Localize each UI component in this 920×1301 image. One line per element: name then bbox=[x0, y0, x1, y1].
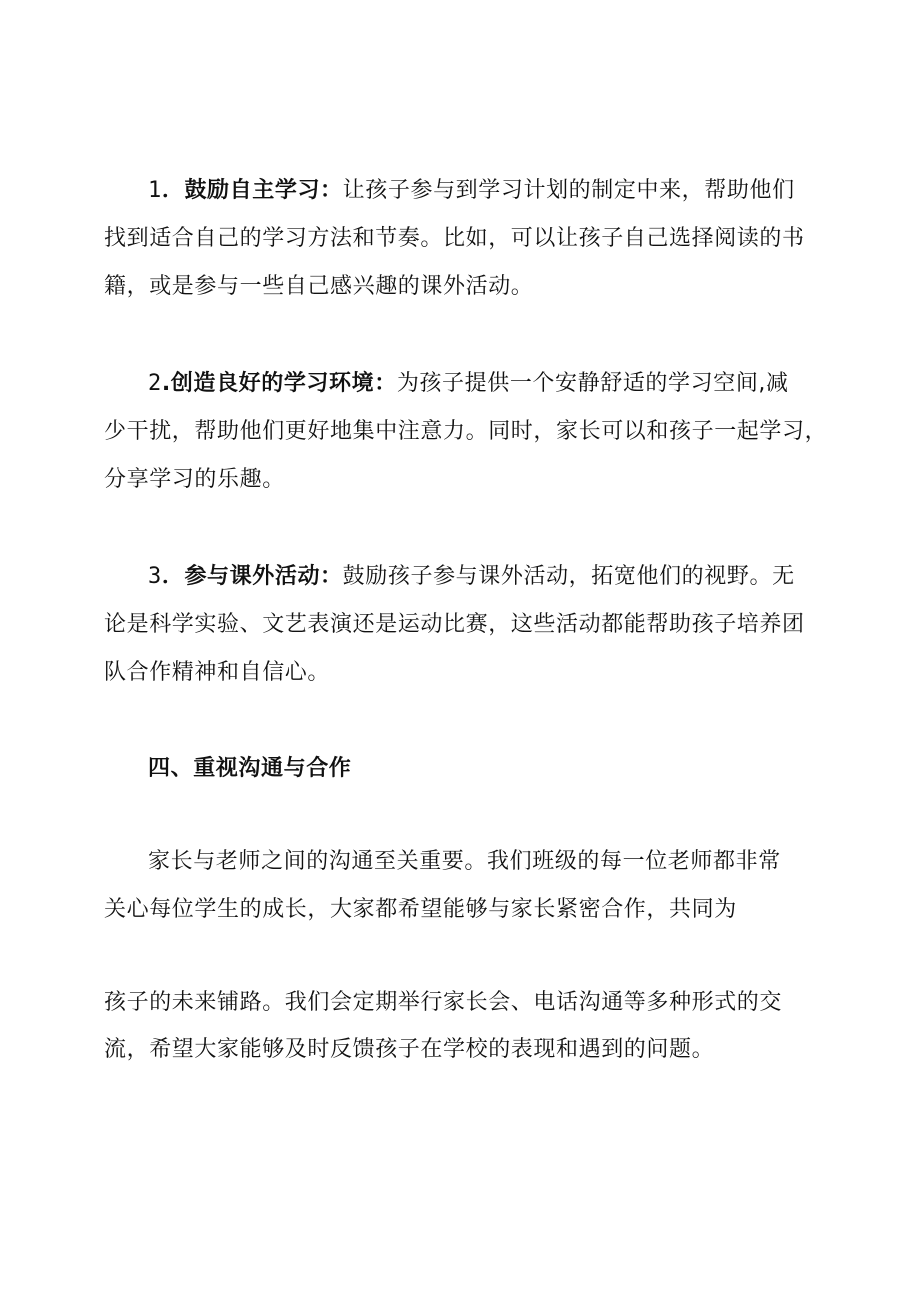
item1-first-line bbox=[148, 176, 868, 206]
item1-title: ．鼓励自主学习： bbox=[161, 178, 343, 203]
item3-text-line3: 队合作精神和自信心。 bbox=[104, 660, 331, 685]
item1-number: 1 bbox=[148, 178, 162, 203]
item2-text-line1: 为孩子提供一个安静舒适的学习空间,减 bbox=[396, 371, 789, 396]
section-heading: 四、重视沟通与合作 bbox=[148, 756, 352, 781]
item3-first-line bbox=[148, 562, 868, 592]
item2-first-line bbox=[148, 369, 868, 399]
item2-number: 2 bbox=[148, 371, 162, 396]
item2-text-line3: 分享学习的乐趣。 bbox=[104, 467, 285, 492]
para1-line1: 家长与老师之间的沟通至关重要。我们班级的每一位老师都非常 bbox=[148, 849, 781, 874]
item2-text-line2: 少干扰，帮助他们更好地集中注意力。同时，家长可以和孩子一起学习， bbox=[104, 419, 828, 444]
item1-text-line1: 让孩子参与到学习计划的制定中来，帮助他们 bbox=[342, 178, 795, 203]
item2-title: .创造良好的学习环境： bbox=[161, 371, 397, 396]
item3-number: 3 bbox=[148, 564, 162, 589]
para2-line2: 流，希望大家能够及时反馈孩子在学校的表现和遇到的问题。 bbox=[104, 1037, 715, 1062]
item3-title: ．参与课外活动： bbox=[161, 564, 343, 589]
item1-text-line2: 找到适合自己的学习方法和节奏。比如，可以让孩子自己选择阅读的书 bbox=[104, 226, 805, 251]
item3-text-line1: 鼓励孩子参与课外活动，拓宽他们的视野。无 bbox=[342, 564, 795, 589]
para1-line2: 关心每位学生的成长，大家都希望能够与家长紧密合作，共同为 bbox=[104, 897, 737, 922]
item1-text-line3: 籍，或是参与一些自己感兴趣的课外活动。 bbox=[104, 274, 534, 299]
item3-text-line2: 论是科学实验、文艺表演还是运动比赛，这些活动都能帮助孩子培养团 bbox=[104, 612, 805, 637]
para2-line1: 孩子的未来铺路。我们会定期举行家长会、电话沟通等多种形式的交 bbox=[104, 990, 783, 1015]
